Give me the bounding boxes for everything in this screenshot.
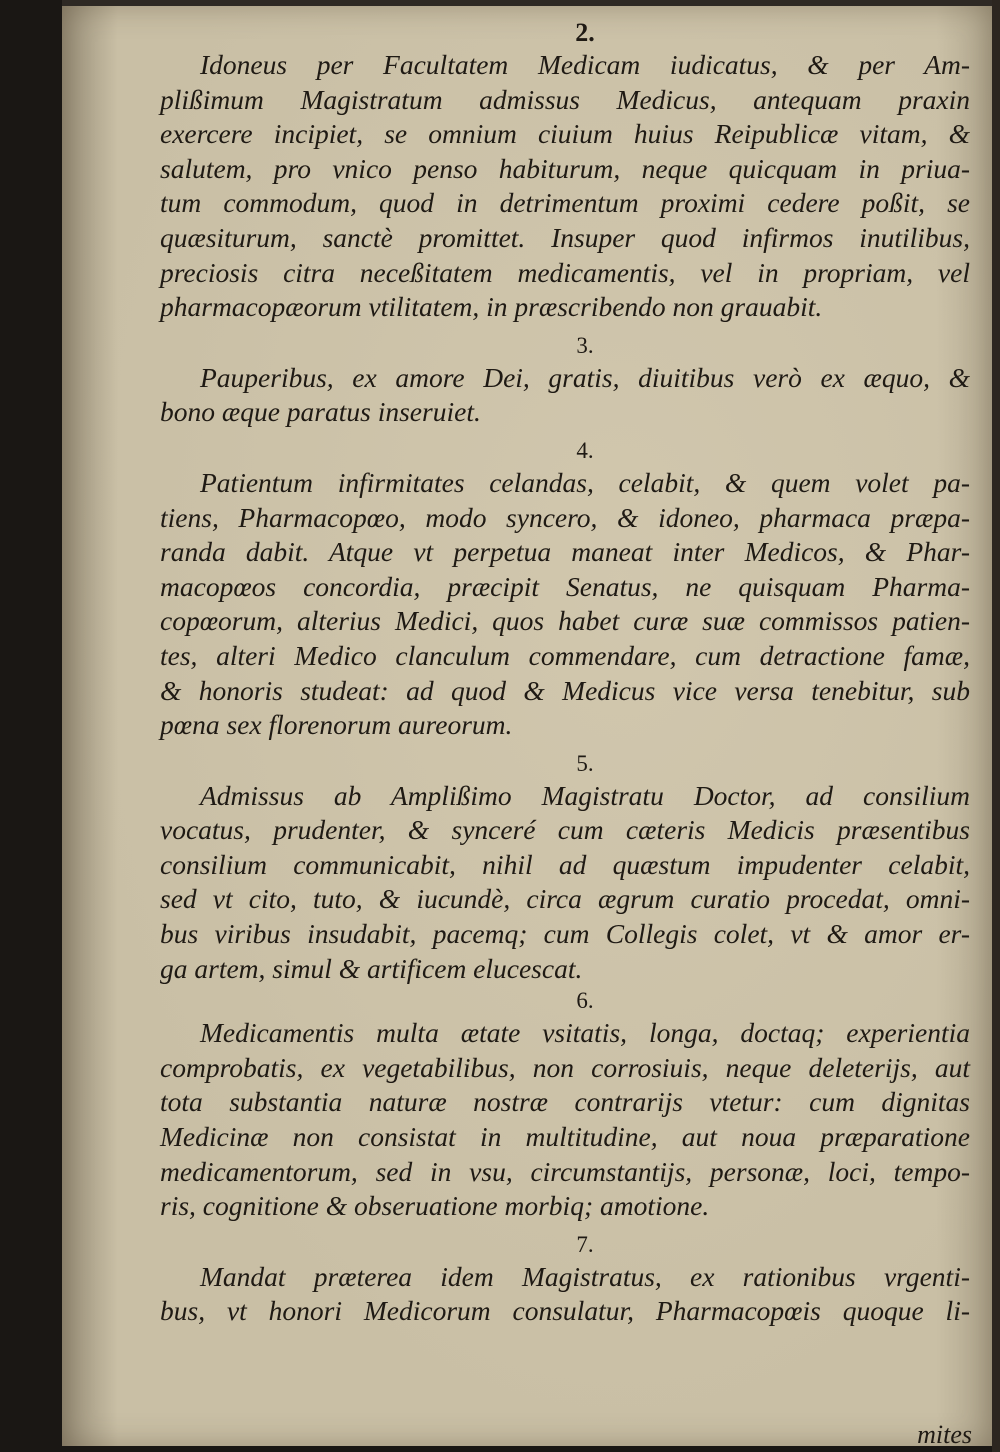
text-line: salutem, pro vnico penso habiturum, neque quicquam in priua-	[160, 152, 970, 184]
section-number: 6.	[576, 988, 594, 1014]
section-6-paragraph	[160, 1016, 970, 1224]
text-line: Medicamentis multa ætate vsitatis, longa, doctaq; experientia	[200, 1017, 970, 1049]
section-4-paragraph	[160, 466, 970, 743]
section-number: 7.	[576, 1231, 594, 1257]
text-line: tota substantia naturæ nostræ contrarijs vtetur: cum dignitas	[160, 1086, 970, 1118]
catchword: mites	[917, 1420, 972, 1449]
text-line: comprobatis, ex vegetabilibus, non corrosiuis, neque deleterijs, aut	[160, 1051, 970, 1083]
text-line: medicamentorum, sed in vsu, circumstantijs, personæ, loci, tempo-	[160, 1155, 970, 1187]
text-line: macopœos concordia, præcipit Senatus, ne quisquam Pharma-	[160, 570, 970, 602]
text-line: & honoris studeat: ad quod & Medicus vice versa tenebitur, sub	[160, 674, 970, 706]
section-3-paragraph	[160, 361, 970, 430]
text-line: preciosis citra neceßitatem medicamentis, vel in propriam, vel	[160, 256, 970, 288]
text-line: Idoneus per Facultatem Medicam iudicatus, & per Am-	[200, 49, 970, 80]
text-line: Admissus ab Amplißimo Magistratu Doctor, ad consilium	[200, 779, 970, 811]
section-number: 3.	[576, 332, 594, 358]
section-number: 5.	[576, 750, 594, 776]
text-line: bus, vt honori Medicorum consulatur, Pharmacopœis quoque li-	[160, 1295, 970, 1327]
text-line: pharmacopæorum vtilitatem, in præscribendo non grauabit.	[160, 291, 823, 323]
text-line: sed vt cito, tuto, & iucundè, circa ægrum curatio procedat, omni-	[160, 883, 970, 915]
text-line: pœna sex florenorum aureorum.	[160, 709, 513, 741]
text-line: bus viribus insudabit, pacemq; cum Collegis colet, vt & amor er-	[160, 918, 970, 950]
text-line: Pauperibus, ex amore Dei, gratis, diuitibus verò ex æquo, &	[200, 361, 970, 393]
text-line: quæsiturum, sanctè promittet. Insuper quod infirmos inutilibus,	[160, 221, 970, 253]
text-line: vocatus, prudenter, & synceré cum cæteris Medicis præsentibus	[160, 814, 970, 846]
text-line: ris, cognitione & obseruatione morbiq; amotione.	[160, 1190, 710, 1222]
text-line: tiens, Pharmacopœo, modo syncero, & idoneo, pharmaca præpa-	[160, 501, 970, 533]
scan-right-edge	[992, 0, 1000, 1452]
text-line: exercere incipiet, se omnium ciuium huius Reipublicæ vitam, &	[160, 118, 970, 150]
section-5-paragraph	[160, 779, 970, 987]
text-line: consilium communicabit, nihil ad quæstum impudenter celabit,	[160, 848, 970, 880]
text-line: Mandat præterea idem Magistratus, ex rationibus vrgenti-	[200, 1260, 970, 1292]
section-7-paragraph	[160, 1260, 970, 1329]
section-number: 4.	[576, 437, 594, 463]
page-text	[160, 18, 970, 1329]
text-line: Patientum infirmitates celandas, celabit, & quem volet pa-	[200, 466, 970, 498]
text-line: ga artem, simul & artificem elucescat.	[160, 952, 583, 984]
text-line: randa dabit. Atque vt perpetua maneat inter Medicos, & Phar-	[160, 536, 970, 568]
text-line: bono æque paratus inseruiet.	[160, 396, 481, 428]
text-line: copœorum, alterius Medici, quos habet curæ suæ commissos patien-	[160, 605, 970, 637]
page-number: 2.	[575, 18, 595, 47]
text-line: tes, alteri Medico clanculum commendare, cum detractione famæ,	[160, 639, 970, 671]
text-line: Medicinæ non consistat in multitudine, aut noua præparatione	[160, 1121, 970, 1153]
text-line: plißimum Magistratum admissus Medicus, antequam praxin	[160, 83, 970, 115]
section-2-paragraph	[160, 48, 970, 325]
text-line: tum commodum, quod in detrimentum proximi cedere poßit, se	[160, 187, 970, 219]
